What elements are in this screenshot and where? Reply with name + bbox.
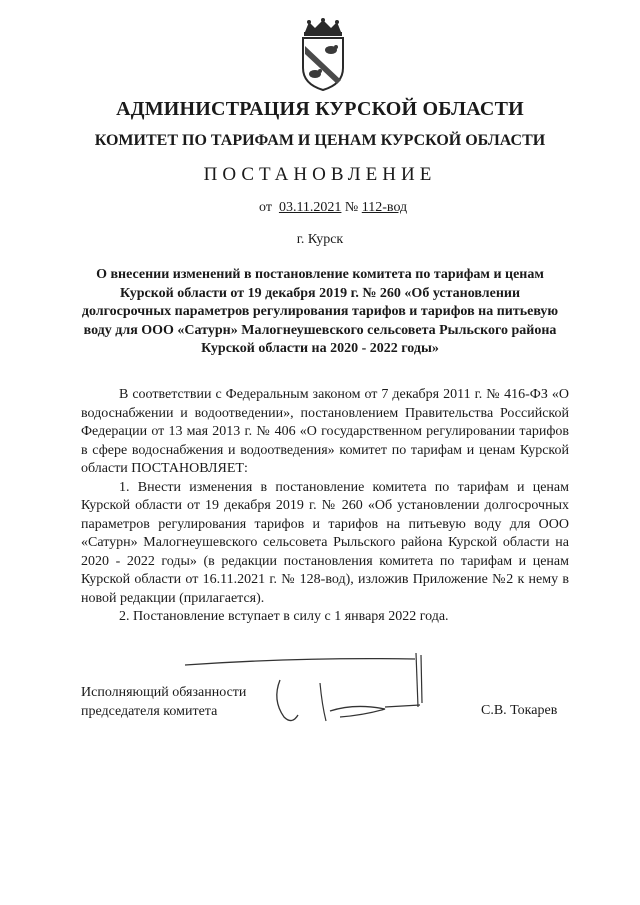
dateline: [259, 200, 407, 216]
committee-title: КОМИТЕТ ПО ТАРИФАМ И ЦЕНАМ КУРСКОЙ ОБЛАСТИ: [94, 132, 546, 149]
preamble-paragraph: В соответствии с Федеральным законом от 7 декабря 2011 г. № 416-ФЗ «О водоснабжении и водоотведении», постановлением Правительства Российской Федерации от 13 мая 2013 г. № 406 «О государственном регулировании тарифов в сфере водоснабжения и водоотведения» комитет по тарифам и ценам Курской области ПОСТАНОВЛЯЕТ:: [81, 387, 569, 476]
city: г. Курск: [296, 232, 344, 247]
signer-title-line-2: председателя комитета: [81, 703, 218, 719]
decree-body: [81, 386, 569, 627]
administration-title: АДМИНИСТРАЦИЯ КУРСКОЙ ОБЛАСТИ: [116, 98, 524, 120]
number-sign: №: [344, 200, 359, 215]
signer-title: [81, 684, 246, 721]
signer-name: С.В. Токарев: [481, 703, 558, 718]
item-2-paragraph: 2. Постановление вступает в силу с 1 января 2022 года.: [119, 609, 449, 624]
signer-title-line-1: Исполняющий обязанности: [81, 685, 247, 700]
kursk-coat-of-arms-icon: [295, 18, 351, 92]
dateline-prefix: от: [259, 200, 272, 215]
decree-date: 03.11.2021: [278, 200, 342, 215]
item-1-paragraph: 1. Внести изменения в постановление комитета по тарифам и ценам Курской области от 19 декабря 2019 г. № 260 «Об установлении долгосрочных параметров регулирования тарифов и тарифов на питьевую воду для ООО «Сатурн» Малогнеушевского сельсовета Рыльского района Курской области на 2020 - 2022 годы» (в редакции постановления комитета по тарифам и ценам Курской области от 16.11.2021 г. № 128-вод), изложив Приложение №2 к нему в новой редакции (прилагается).: [81, 479, 569, 606]
decree-subject: О внесении изменений в постановление комитета по тарифам и ценам Курской области от 19 декабря 2019 г. № 260 «Об установлении долгосрочных параметров регулирования тарифов и тарифов на питьевую воду для ООО «Сатурн» Малогнеушевского сельсовета Рыльского района Курской области на 2020 - 2022 годы»: [81, 267, 559, 356]
document-type: ПОСТАНОВЛЕНИЕ: [203, 164, 437, 185]
decree-number: 112-вод: [361, 200, 408, 215]
